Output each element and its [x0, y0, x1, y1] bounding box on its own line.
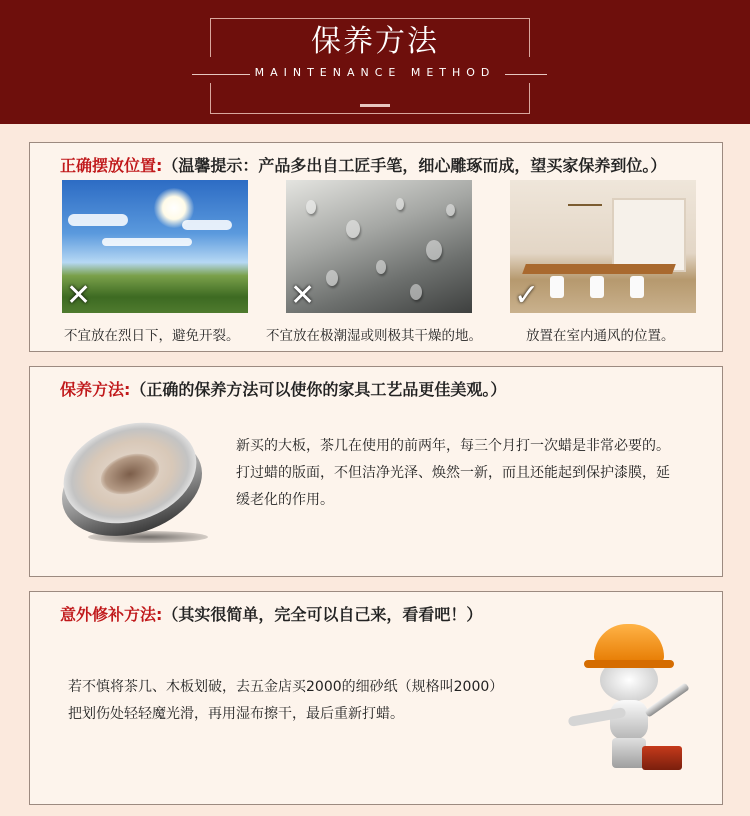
placement-title: 正确摆放位置:（温馨提示：产品多出自工匠手笔，细心雕琢而成，望买家保养到位。）	[60, 156, 667, 175]
header-banner	[0, 0, 750, 124]
rainy-window-photo	[286, 180, 472, 313]
check-mark-icon: ✓	[514, 278, 540, 313]
header-dash	[360, 104, 390, 107]
cross-mark-icon: ✕	[66, 278, 92, 313]
maintenance-text: 新买的大板，茶几在使用的前两年，每三个月打一次蜡是非常必要的。 打过蜡的版面，不但洁净光泽、焕然一新，而且还能起到保护漆膜，延 缓老化的作用。	[236, 438, 670, 508]
dining-room-photo	[510, 180, 696, 313]
caption-humidity: 不宜放在极潮湿或则极其干燥的地。	[266, 328, 482, 344]
caption-ventilation: 放置在室内通风的位置。	[526, 328, 675, 344]
repair-text: 若不慎将茶几、木板划破，去五金店买2000的细砂纸（规格叫2000） 把划伤处轻轻魔光滑，再用湿布擦干，最后重新打蜡。	[68, 679, 504, 722]
placement-panel	[29, 142, 723, 352]
caption-sun: 不宜放在烈日下，避免开裂。	[64, 328, 240, 344]
repair-panel	[29, 591, 723, 805]
repair-worker-icon	[576, 618, 696, 778]
maintenance-title: 保养方法:（正确的保养方法可以使你的家具工艺品更佳美观。）	[60, 380, 507, 399]
cross-mark-icon: ✕	[290, 278, 316, 313]
repair-title: 意外修补方法:（其实很简单，完全可以自己来，看看吧！）	[60, 605, 483, 624]
sunny-field-photo	[62, 180, 248, 313]
wax-tin-icon	[58, 419, 208, 545]
maintenance-panel	[29, 366, 723, 577]
page-title: 保养方法	[311, 24, 439, 59]
page-subtitle: MAINTENANCE METHOD	[254, 66, 496, 79]
